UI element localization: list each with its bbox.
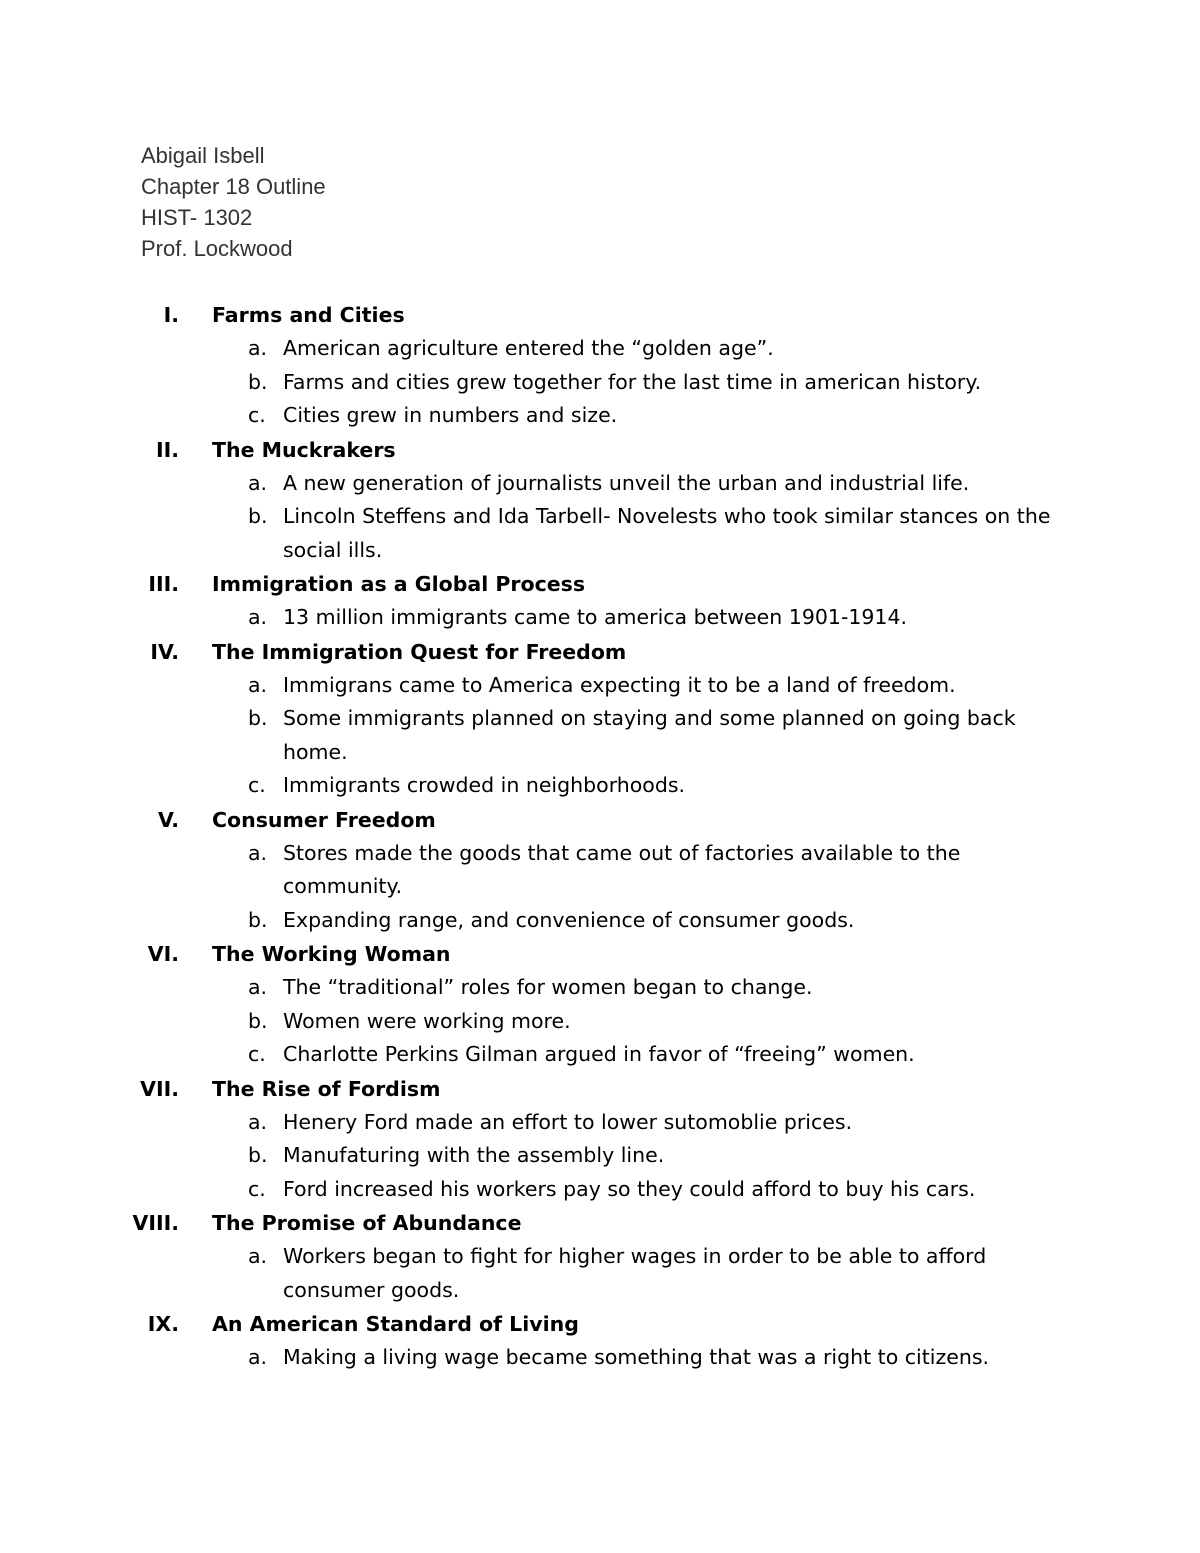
outline-item xyxy=(0,399,1083,433)
item-text: Making a living wage became something that was a right to citizens. xyxy=(283,1345,990,1369)
item-letter: a. xyxy=(248,336,268,360)
item-text: Lincoln Steffens and Ida Tarbell- Novelests who took similar stances on the social ills. xyxy=(283,504,1051,562)
section-numeral: I. xyxy=(163,303,179,327)
item-letter: b. xyxy=(248,1008,268,1033)
outline-item xyxy=(0,769,1083,803)
item-text: Workers began to fight for higher wages in order to be able to afford consumer goods. xyxy=(283,1244,987,1302)
item-text: American agriculture entered the “golden age”. xyxy=(283,336,774,360)
item-letter: a. xyxy=(248,975,268,999)
outline-section xyxy=(0,635,1200,803)
section-numeral: VI. xyxy=(147,942,179,966)
outline-item xyxy=(0,1005,1083,1039)
section-heading xyxy=(0,803,1200,837)
section-numeral: VIII. xyxy=(132,1211,179,1235)
item-text: Some immigrants planned on staying and some planned on going back home. xyxy=(283,706,1016,764)
outline-item xyxy=(0,1038,1083,1072)
item-letter: b. xyxy=(248,1143,268,1167)
outline-item xyxy=(0,1173,1083,1207)
item-letter: c. xyxy=(248,1042,266,1066)
section-heading xyxy=(0,1072,1200,1106)
item-text: Immigrants crowded in neighborhoods. xyxy=(283,773,686,797)
outline-item xyxy=(0,1139,1083,1173)
item-text: Farms and cities grew together for the last time in american history. xyxy=(283,369,982,394)
section-heading xyxy=(0,635,1200,669)
item-text: Immigrans came to America expecting it to be a land of freedom. xyxy=(283,672,956,697)
section-heading xyxy=(0,1307,1200,1341)
item-letter: c. xyxy=(248,773,266,797)
item-text: Stores made the goods that came out of factories available to the community. xyxy=(283,840,961,898)
section-heading xyxy=(0,937,1200,971)
chapter-outline xyxy=(0,298,1200,1375)
outline-item xyxy=(0,500,1083,567)
item-letter: b. xyxy=(248,706,268,730)
outline-item xyxy=(0,837,1083,904)
outline-section xyxy=(0,1206,1200,1307)
section-title: Immigration as a Global Process xyxy=(212,572,586,596)
item-text: 13 million immigrants came to america between 1901-1914. xyxy=(283,605,908,629)
item-letter: a. xyxy=(248,470,268,495)
section-heading xyxy=(0,1206,1200,1240)
section-title: The Rise of Fordism xyxy=(212,1076,441,1101)
item-text: Cities grew in numbers and size. xyxy=(283,403,618,427)
item-text: Women were working more. xyxy=(283,1008,571,1033)
section-heading xyxy=(0,433,1200,467)
item-letter: a. xyxy=(248,1244,268,1268)
section-numeral: IX. xyxy=(147,1312,179,1336)
section-title: The Promise of Abundance xyxy=(212,1211,522,1235)
section-numeral: II. xyxy=(155,437,179,462)
outline-item xyxy=(0,669,1083,703)
section-numeral: VII. xyxy=(140,1076,179,1101)
outline-item xyxy=(0,1106,1083,1140)
item-letter: a. xyxy=(248,1345,268,1369)
document-header xyxy=(141,140,326,264)
outline-item xyxy=(0,366,1083,400)
outline-item xyxy=(0,1240,1083,1307)
item-text: Henery Ford made an effort to lower sutomoblie prices. xyxy=(283,1109,853,1134)
section-title: Farms and Cities xyxy=(212,303,405,327)
section-numeral: V. xyxy=(157,807,179,832)
outline-item xyxy=(0,971,1083,1005)
item-letter: b. xyxy=(248,369,268,394)
section-numeral: III. xyxy=(148,572,179,596)
outline-section xyxy=(0,937,1200,1072)
item-text: Expanding range, and convenience of consumer goods. xyxy=(283,907,855,932)
item-letter: c. xyxy=(248,403,266,427)
outline-section xyxy=(0,433,1200,568)
outline-item xyxy=(0,702,1083,769)
outline-section xyxy=(0,567,1200,635)
item-text: A new generation of journalists unveil the urban and industrial life. xyxy=(283,470,970,495)
outline-section xyxy=(0,298,1200,433)
outline-section xyxy=(0,803,1200,938)
section-title: The Working Woman xyxy=(212,942,451,966)
outline-section xyxy=(0,1307,1200,1375)
outline-item xyxy=(0,467,1083,501)
professor-name: Prof. Lockwood xyxy=(141,236,293,261)
outline-item xyxy=(0,601,1083,635)
section-title: An American Standard of Living xyxy=(212,1312,579,1336)
item-text: Ford increased his workers pay so they could afford to buy his cars. xyxy=(283,1176,976,1201)
item-letter: a. xyxy=(248,672,268,697)
student-name: Abigail Isbell xyxy=(141,143,265,168)
item-letter: a. xyxy=(248,1109,268,1134)
section-title: The Immigration Quest for Freedom xyxy=(212,639,627,664)
item-letter: a. xyxy=(248,840,268,865)
section-heading xyxy=(0,567,1200,601)
course-code: HIST- 1302 xyxy=(141,205,253,230)
item-letter: a. xyxy=(248,605,268,629)
item-text: Charlotte Perkins Gilman argued in favor of “freeing” women. xyxy=(283,1042,915,1066)
section-title: Consumer Freedom xyxy=(212,807,436,832)
item-text: Manufaturing with the assembly line. xyxy=(283,1143,665,1167)
section-title: The Muckrakers xyxy=(212,437,396,462)
outline-item xyxy=(0,1341,1083,1375)
outline-item xyxy=(0,332,1083,366)
section-heading xyxy=(0,298,1200,332)
item-letter: b. xyxy=(248,907,268,932)
outline-section xyxy=(0,1072,1200,1207)
section-numeral: IV. xyxy=(150,639,179,664)
document-title: Chapter 18 Outline xyxy=(141,174,326,199)
item-letter: b. xyxy=(248,504,268,528)
outline-item xyxy=(0,904,1083,938)
item-text: The “traditional” roles for women began to change. xyxy=(283,975,813,999)
item-letter: c. xyxy=(248,1176,266,1201)
